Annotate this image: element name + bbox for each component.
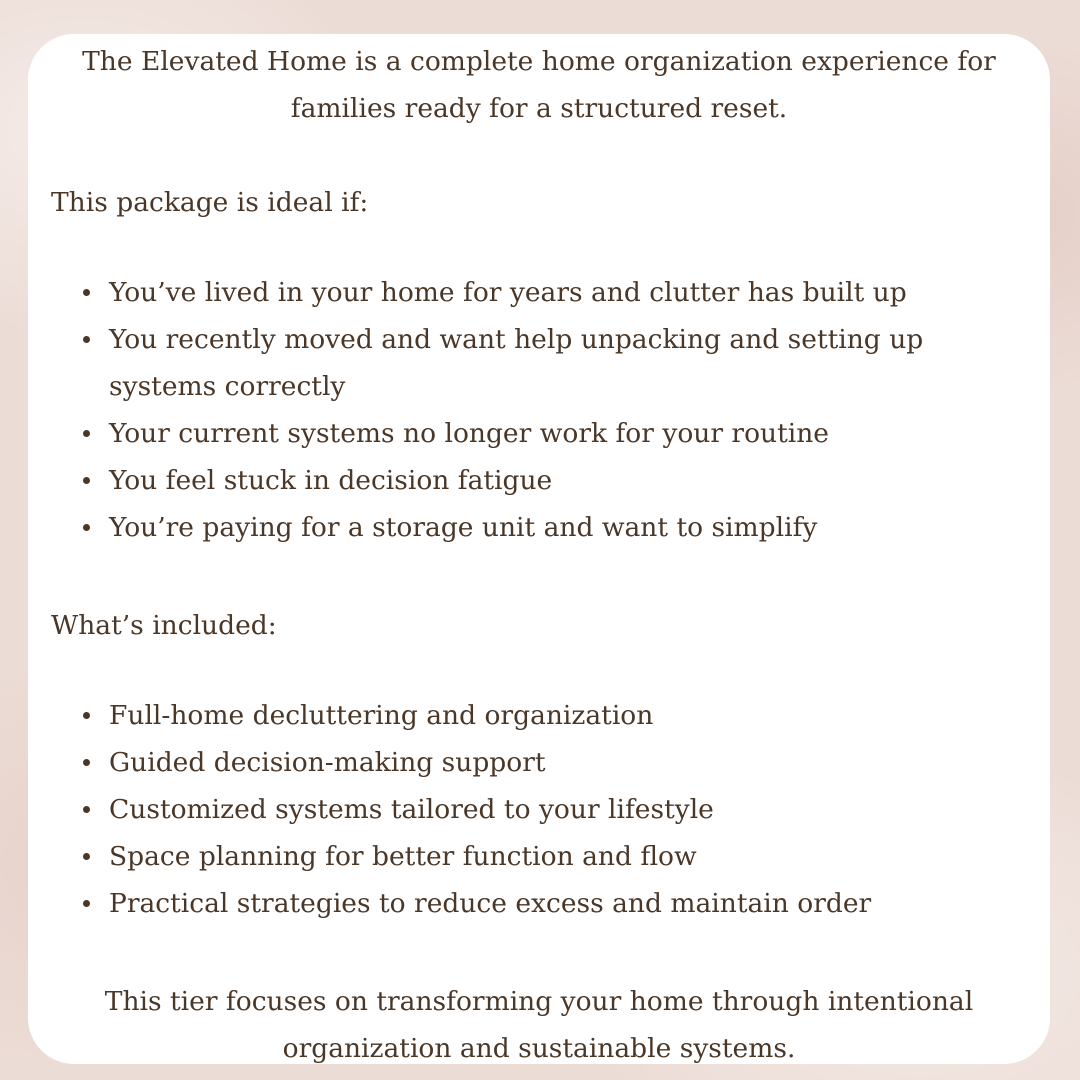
bullet-icon	[83, 430, 90, 437]
ideal-heading: This package is ideal if:	[51, 187, 369, 218]
outro-text	[28, 978, 1050, 1072]
bullet-icon	[83, 289, 90, 296]
included-heading: What’s included:	[51, 610, 277, 641]
intro-text	[28, 38, 1050, 132]
list-item: Guided decision-making support	[28, 739, 1050, 786]
list-item: Full-home decluttering and organization	[28, 692, 1050, 739]
bullet-icon	[83, 712, 90, 719]
bullet-icon	[83, 759, 90, 766]
bullet-icon	[83, 336, 90, 343]
intro-line-1: The Elevated Home is a complete home organization experience for	[82, 46, 996, 77]
bullet-icon	[83, 853, 90, 860]
ideal-list	[28, 269, 1050, 551]
content-card	[28, 34, 1050, 1064]
list-item: You recently moved and want help unpacking and setting up systems correctly	[28, 316, 1050, 410]
outro-line-2: organization and sustainable systems.	[282, 1033, 796, 1064]
included-list	[28, 692, 1050, 927]
intro-line-2: families ready for a structured reset.	[290, 93, 788, 124]
list-item: Space planning for better function and flow	[28, 833, 1050, 880]
bullet-icon	[83, 477, 90, 484]
list-item: You feel stuck in decision fatigue	[28, 457, 1050, 504]
bullet-icon	[83, 900, 90, 907]
list-item: Customized systems tailored to your lifestyle	[28, 786, 1050, 833]
list-item: Your current systems no longer work for your routine	[28, 410, 1050, 457]
list-item: Practical strategies to reduce excess and maintain order	[28, 880, 1050, 927]
bullet-icon	[83, 524, 90, 531]
list-item: You’re paying for a storage unit and want to simplify	[28, 504, 1050, 551]
outro-line-1: This tier focuses on transforming your home through intentional	[104, 986, 974, 1017]
list-item: You’ve lived in your home for years and clutter has built up	[28, 269, 1050, 316]
bullet-icon	[83, 806, 90, 813]
